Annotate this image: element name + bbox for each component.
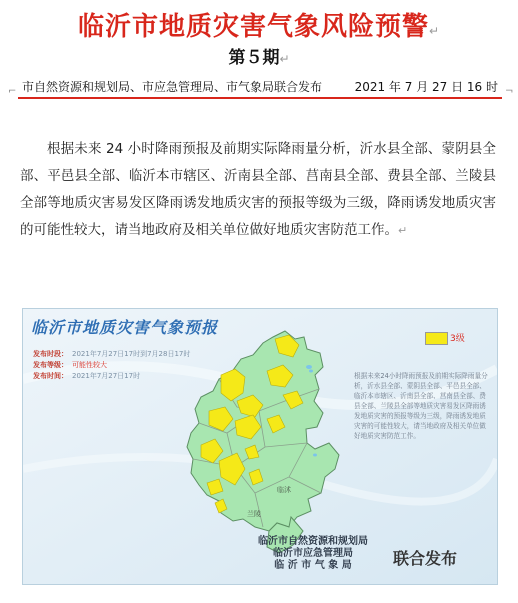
issuing-agencies: 市自然资源和规划局、市应急管理局、市气象局联合发布 [22, 80, 323, 94]
county-label-lanling: 兰陵 [247, 510, 261, 518]
red-divider-line [18, 97, 502, 99]
warning-body [20, 136, 496, 244]
legend-label: 3级 [450, 334, 465, 344]
meta-level: 发布等级： 可能性较大 [33, 361, 107, 369]
warning-paragraph: 根据未来 24 小时降雨预报及前期实际降雨量分析，沂水县全部、蒙阴县全部、平邑县全部、临沂本市辖区、沂南县全部、莒南县全部、费县全部、兰陵县全部等地质灾害易发区降雨诱发地质灾害的预报等级为三级，降雨诱发地质灾害的可能性较大，请当地政府及相关单位做好地质灾害防范工作。 [20, 141, 496, 238]
lake [309, 370, 313, 373]
document-title: 临沂市地质灾害气象风险预警↵ [77, 12, 441, 42]
forecast-map-figure [22, 308, 498, 585]
issue-number: 第５期↵ [228, 48, 290, 68]
map-summary-text: 根据未来24小时降雨预报及前期实际降雨量分析，沂水县全部、蒙阴县全部、平邑县全部、临沂本市辖区、沂南县全部、莒南县全部、费县全部、兰陵县全部等地质灾害易发区降雨诱发地质灾害的预报等级为三级，降雨诱发地质灾害的可能性较大，请当地政府及相关单位做好地质灾害防范工作。 [354, 372, 488, 440]
issuer-row [18, 76, 502, 96]
map-legend [425, 332, 485, 344]
meta-period: 发布时段： 2021年7月27日17时到7月28日17时 [33, 350, 191, 358]
margin-mark-icon: ¬ [505, 86, 514, 97]
legend-swatch-level3 [425, 332, 448, 345]
joint-release-label: 联合发布 [393, 549, 458, 568]
map-issuers: 临沂市自然资源和规划局 临沂市应急管理局 临 沂 市 气 象 局 [258, 536, 368, 571]
paragraph-mark-icon: ↵ [398, 224, 408, 237]
lake [306, 365, 312, 369]
map-title: 临沂市地质灾害气象预报 [31, 318, 219, 337]
county-label-linshu: 临沭 [277, 486, 291, 494]
issue-date: 2021 年 7 月 27 日 16 时 [354, 80, 498, 94]
margin-mark-icon: ⌐ [8, 86, 17, 97]
paragraph-mark-icon: ↵ [279, 52, 290, 66]
lake [313, 454, 317, 457]
paragraph-mark-icon: ↵ [428, 24, 441, 38]
meta-time: 发布时间： 2021年7月27日17时 [33, 372, 141, 380]
